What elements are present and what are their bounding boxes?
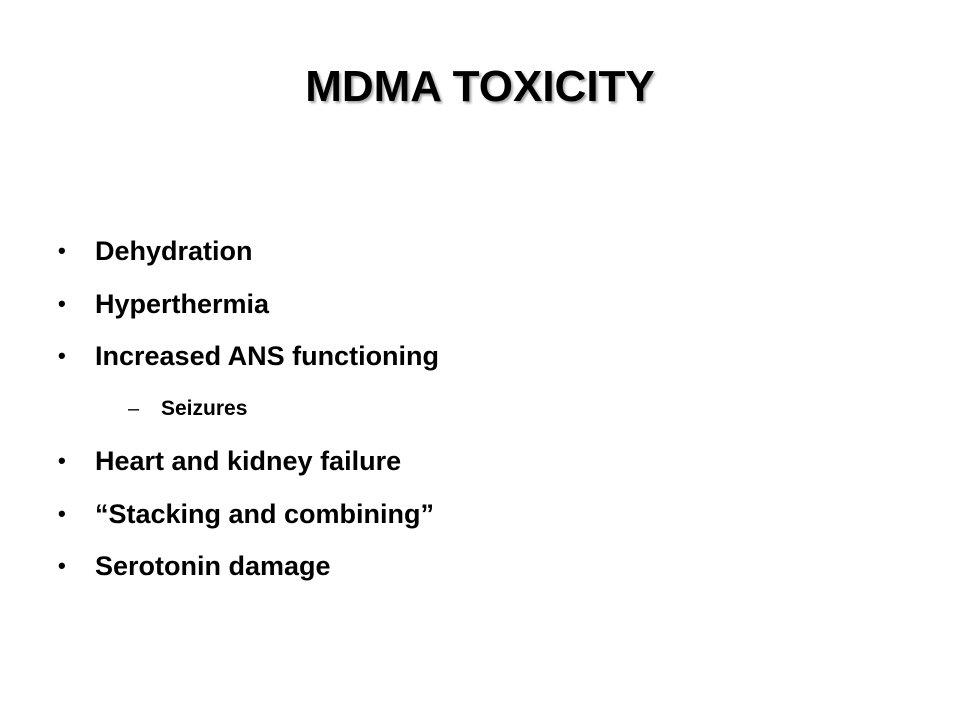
bullet-dot-icon: •: [58, 343, 66, 368]
bullet-item-stacking: [58, 493, 918, 546]
bullet-item-hyperthermia: [58, 283, 918, 336]
bullet-dot-icon: •: [58, 238, 66, 263]
sub-bullet-text: Seizures: [161, 396, 248, 420]
bullet-item-serotonin: [58, 545, 918, 598]
bullet-text: Serotonin damage: [95, 551, 331, 581]
bullet-text: Hyperthermia: [95, 288, 270, 319]
slide-title: MDMA TOXICITY: [305, 62, 655, 111]
bullet-item-ans: [58, 335, 918, 388]
bullet-item-heart-kidney: [58, 440, 918, 493]
bullet-dot-icon: •: [58, 290, 66, 316]
bullet-text: Dehydration: [95, 236, 253, 266]
sub-bullet-item-seizures: [58, 388, 918, 441]
bullet-dot-icon: •: [58, 500, 66, 526]
bullet-dot-icon: •: [58, 448, 66, 473]
bullet-list: [58, 230, 918, 598]
bullet-item-dehydration: [58, 230, 918, 283]
bullet-text: Increased ANS functioning: [95, 341, 440, 371]
bullet-text: Heart and kidney failure: [95, 446, 402, 476]
bullet-dot-icon: •: [58, 553, 66, 578]
sub-bullet-dash-icon: –: [128, 397, 140, 420]
bullet-text: “Stacking and combining”: [95, 498, 435, 529]
